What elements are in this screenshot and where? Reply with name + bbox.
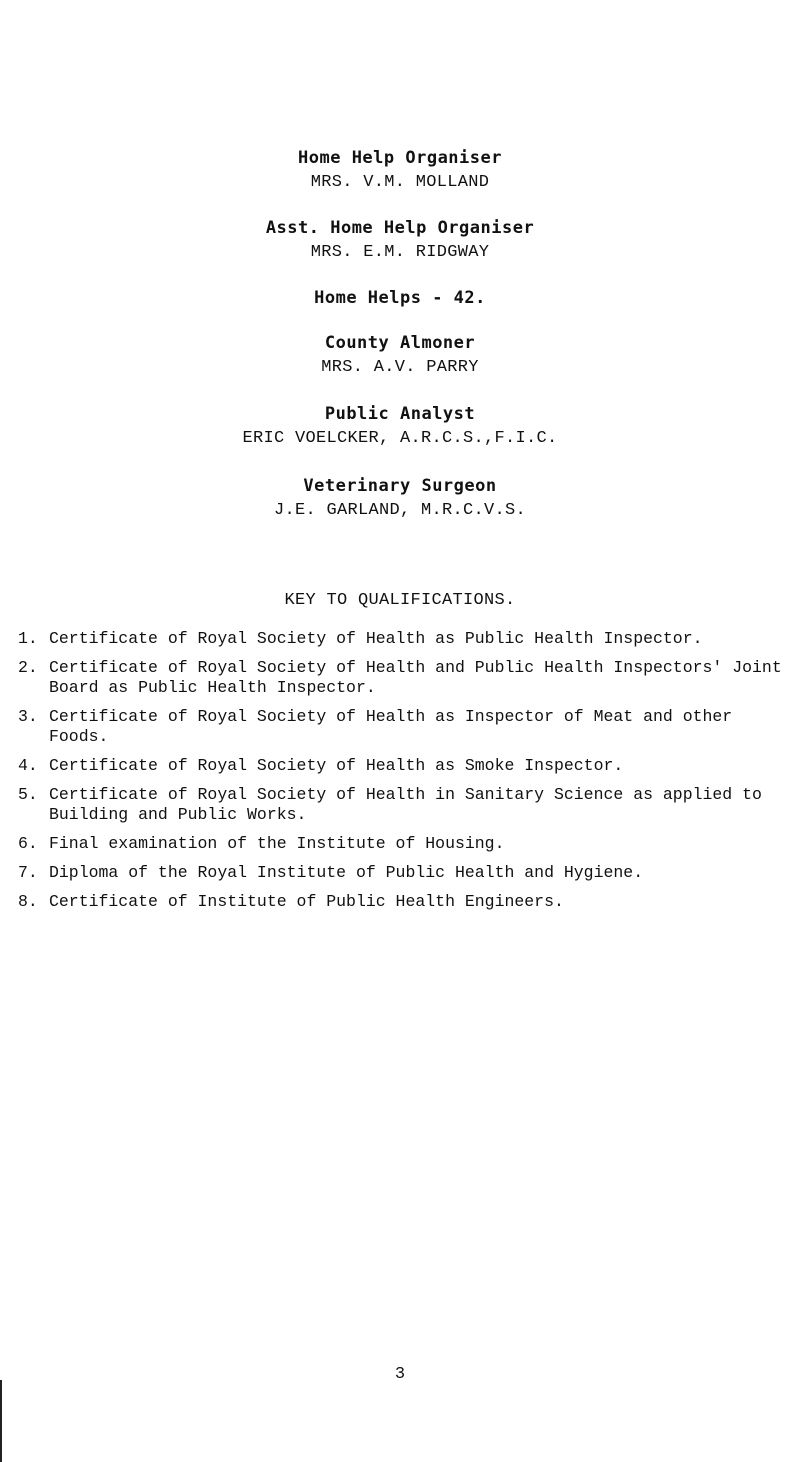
staff-heading: Public Analyst bbox=[324, 404, 476, 424]
item-text: Certificate of Royal Society of Health as Smoke Inspector. bbox=[49, 756, 624, 775]
staff-heading: Home Helps - 42. bbox=[314, 288, 486, 308]
item-number: 1. bbox=[18, 629, 38, 648]
item-text: Diploma of the Royal Institute of Public Health and Hygiene. bbox=[49, 863, 644, 882]
staff-name: MRS. A.V. PARRY bbox=[321, 358, 479, 377]
staff-name: ERIC VOELCKER, A.R.C.S.,F.I.C. bbox=[242, 429, 558, 448]
item-text: Final examination of the Institute of Housing. bbox=[49, 834, 505, 853]
page-number: 3 bbox=[394, 1365, 406, 1384]
item-number: 2. bbox=[18, 658, 38, 677]
item-text: Certificate of Royal Society of Health in Sanitary Science as applied to Building and Public Works. bbox=[49, 785, 762, 824]
item-number: 3. bbox=[18, 707, 38, 726]
staff-name: MRS. E.M. RIDGWAY bbox=[310, 243, 490, 262]
staff-entry-asst-home-help-organiser bbox=[0, 216, 800, 266]
staff-entry-veterinary-surgeon bbox=[0, 474, 800, 524]
item-number: 4. bbox=[18, 756, 38, 775]
staff-name: J.E. GARLAND, M.R.C.V.S. bbox=[273, 501, 527, 520]
staff-name: MRS. V.M. MOLLAND bbox=[310, 173, 490, 192]
list-item bbox=[18, 658, 798, 698]
item-number: 8. bbox=[18, 892, 38, 911]
qualifications-list bbox=[18, 629, 798, 921]
key-title: KEY TO QUALIFICATIONS. bbox=[284, 591, 516, 610]
staff-entry-county-almoner bbox=[0, 331, 800, 381]
item-text: Certificate of Royal Society of Health as Inspector of Meat and other Foods. bbox=[49, 707, 733, 746]
list-item bbox=[18, 707, 798, 747]
list-item bbox=[18, 785, 798, 825]
staff-heading: Veterinary Surgeon bbox=[303, 476, 497, 496]
item-text: Certificate of Royal Society of Health and Public Health Inspectors' Joint Board as Public Health Inspector. bbox=[49, 658, 782, 697]
item-number: 6. bbox=[18, 834, 38, 853]
staff-heading: Asst. Home Help Organiser bbox=[265, 218, 535, 238]
staff-entry-home-help-organiser bbox=[0, 146, 800, 196]
staff-heading: County Almoner bbox=[324, 333, 476, 353]
item-number: 7. bbox=[18, 863, 38, 882]
item-text: Certificate of Institute of Public Health Engineers. bbox=[49, 892, 564, 911]
staff-entry-home-helps bbox=[0, 286, 800, 310]
list-item bbox=[18, 834, 798, 854]
list-item bbox=[18, 863, 798, 883]
staff-heading: Home Help Organiser bbox=[298, 148, 502, 168]
list-item bbox=[18, 892, 798, 912]
list-item bbox=[18, 756, 798, 776]
scan-edge-line bbox=[0, 1380, 2, 1462]
list-item bbox=[18, 629, 798, 649]
staff-entry-public-analyst bbox=[0, 402, 800, 452]
item-number: 5. bbox=[18, 785, 38, 804]
item-text: Certificate of Royal Society of Health as Public Health Inspector. bbox=[49, 629, 703, 648]
